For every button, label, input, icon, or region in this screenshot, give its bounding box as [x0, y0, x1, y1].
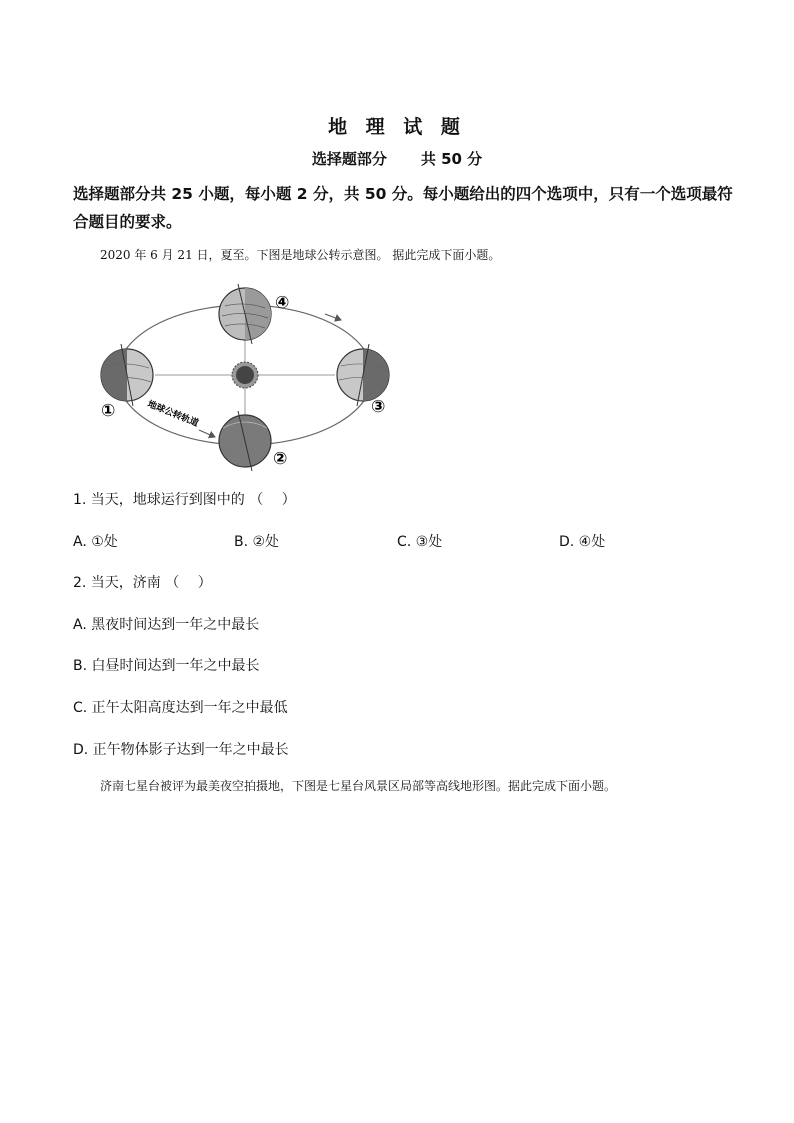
q2-option-c[interactable]: C. 正午太阳高度达到一年之中最低 [73, 700, 288, 716]
q1-option-a[interactable]: A. ①处 [73, 534, 118, 550]
orbit-arrow-bottom [199, 430, 215, 437]
orbit-label: 地球公转轨道 [145, 399, 200, 430]
earth-revolution-diagram [95, 276, 400, 471]
q2-option-b[interactable]: B. 白昼时间达到一年之中最长 [73, 658, 260, 674]
page-title: 地 理 试 题 [328, 116, 466, 138]
q2-option-d[interactable]: D. 正午物体影子达到一年之中最长 [73, 742, 289, 758]
position-label-2: ② [273, 449, 288, 469]
orbit-arrow-top [325, 314, 341, 320]
context-paragraph-2: 济南七星台被评为最美夜空拍摄地，下图是七星台风景区局部等高线地形图。据此完成下面小题。 [100, 779, 617, 793]
section-heading [0, 148, 794, 169]
instructions: 选择题部分共 25 小题，每小题 2 分，共 50 分。每小题给出的四个选项中，只有一个选项最符合题目的要求。 [73, 185, 733, 231]
q1-option-c[interactable]: C. ③处 [397, 534, 443, 550]
earth-position-2 [219, 411, 271, 471]
question-1-stem: 1. 当天，地球运行到图中的 （ ） [73, 492, 296, 508]
q1-option-d[interactable]: D. ④处 [559, 534, 606, 550]
position-label-3: ③ [371, 397, 386, 417]
position-label-4: ④ [275, 293, 290, 313]
earth-position-4 [219, 284, 271, 344]
earth-position-1 [101, 344, 153, 406]
question-2-stem: 2. 当天，济南 （ ） [73, 575, 212, 591]
context-paragraph-1: 2020 年 6 月 21 日，夏至。下图是地球公转示意图。 据此完成下面小题。 [100, 248, 501, 262]
section-name: 选择题部分 [311, 150, 387, 168]
q2-option-a[interactable]: A. 黑夜时间达到一年之中最长 [73, 617, 260, 633]
section-score: 共 50 分 [420, 150, 483, 168]
q1-option-b[interactable]: B. ②处 [234, 534, 280, 550]
position-label-1: ① [101, 401, 116, 421]
sun-icon [232, 362, 258, 388]
